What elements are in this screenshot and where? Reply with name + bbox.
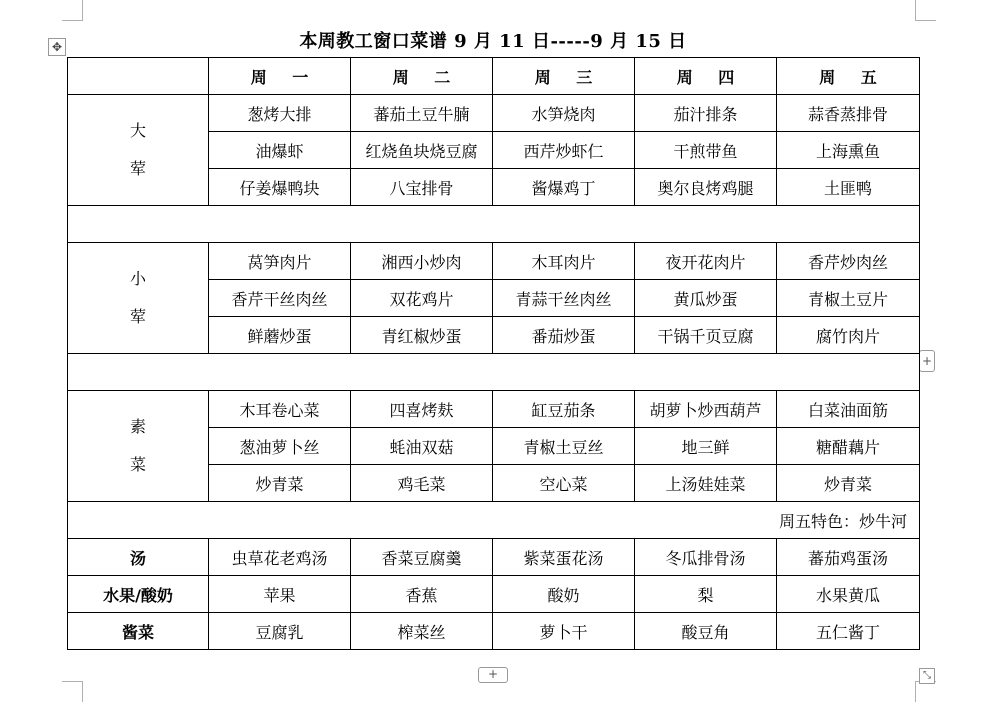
- dish-cell[interactable]: 蚝油双菇: [351, 428, 493, 465]
- dish-cell[interactable]: 酱爆鸡丁: [493, 169, 635, 206]
- dish-cell[interactable]: 奥尔良烤鸡腿: [635, 169, 777, 206]
- dish-cell[interactable]: 木耳卷心菜: [209, 391, 351, 428]
- menu-table: [67, 57, 920, 650]
- crop-mark-top-right: [915, 0, 936, 21]
- day-header[interactable]: 周 二: [351, 58, 493, 95]
- spacer-row: [68, 206, 920, 243]
- dish-cell[interactable]: 空心菜: [493, 465, 635, 502]
- special-row: [68, 502, 920, 539]
- dish-cell[interactable]: 炒青菜: [777, 465, 920, 502]
- dish-cell[interactable]: 土匪鸭: [777, 169, 920, 206]
- dish-cell[interactable]: 番茄炒蛋: [493, 317, 635, 354]
- dish-cell[interactable]: 白菜油面筋: [777, 391, 920, 428]
- dish-cell[interactable]: 豆腐乳: [209, 613, 351, 650]
- table-row: [68, 243, 920, 280]
- spacer-row: [68, 354, 920, 391]
- dish-cell[interactable]: 青椒土豆片: [777, 280, 920, 317]
- table-row: [68, 539, 920, 576]
- dish-cell[interactable]: 香蕉: [351, 576, 493, 613]
- dish-cell[interactable]: 虫草花老鸡汤: [209, 539, 351, 576]
- dish-cell[interactable]: 胡萝卜炒西葫芦: [635, 391, 777, 428]
- dish-cell[interactable]: 湘西小炒肉: [351, 243, 493, 280]
- dish-cell[interactable]: 红烧鱼块烧豆腐: [351, 132, 493, 169]
- table-row: [68, 613, 920, 650]
- category-cell-major-meat[interactable]: 大 荤: [68, 95, 209, 206]
- dish-cell[interactable]: 缸豆茄条: [493, 391, 635, 428]
- crop-mark-top-left: [62, 0, 83, 21]
- table-row: [68, 391, 920, 428]
- table-row: [68, 95, 920, 132]
- dish-cell[interactable]: 鲜蘑炒蛋: [209, 317, 351, 354]
- day-header[interactable]: 周 一: [209, 58, 351, 95]
- dish-cell[interactable]: 梨: [635, 576, 777, 613]
- day-header[interactable]: 周 五: [777, 58, 920, 95]
- dish-cell[interactable]: 香芹干丝肉丝: [209, 280, 351, 317]
- add-row-button[interactable]: +: [478, 667, 508, 683]
- page-title: 本周教工窗口菜谱 9 月 11 日-----9 月 15 日: [299, 31, 687, 52]
- dish-cell[interactable]: 木耳肉片: [493, 243, 635, 280]
- dish-cell[interactable]: 水笋烧肉: [493, 95, 635, 132]
- dish-cell[interactable]: 油爆虾: [209, 132, 351, 169]
- soup-label[interactable]: 汤: [68, 539, 209, 576]
- dish-cell[interactable]: 地三鲜: [635, 428, 777, 465]
- dish-cell[interactable]: 上汤娃娃菜: [635, 465, 777, 502]
- friday-special-note[interactable]: 周五特色：炒牛河: [68, 502, 920, 539]
- crop-mark-bottom-left: [62, 681, 83, 702]
- day-header[interactable]: 周 三: [493, 58, 635, 95]
- dish-cell[interactable]: 榨菜丝: [351, 613, 493, 650]
- dish-cell[interactable]: 香芹炒肉丝: [777, 243, 920, 280]
- blank-cell[interactable]: [68, 206, 920, 243]
- day-header[interactable]: 周 四: [635, 58, 777, 95]
- category-cell-minor-meat[interactable]: 小 荤: [68, 243, 209, 354]
- dish-cell[interactable]: 葱油萝卜丝: [209, 428, 351, 465]
- table-cell[interactable]: [68, 58, 209, 95]
- dish-cell[interactable]: 干煎带鱼: [635, 132, 777, 169]
- dish-cell[interactable]: 水果黄瓜: [777, 576, 920, 613]
- dish-cell[interactable]: 酸豆角: [635, 613, 777, 650]
- dish-cell[interactable]: 蕃茄鸡蛋汤: [777, 539, 920, 576]
- dish-cell[interactable]: 上海熏鱼: [777, 132, 920, 169]
- dish-cell[interactable]: 八宝排骨: [351, 169, 493, 206]
- table-row: [68, 576, 920, 613]
- dish-cell[interactable]: 莴笋肉片: [209, 243, 351, 280]
- fruit-yogurt-label[interactable]: 水果/酸奶: [68, 576, 209, 613]
- dish-cell[interactable]: 四喜烤麸: [351, 391, 493, 428]
- table-resize-handle-icon[interactable]: ⤡: [919, 668, 935, 684]
- dish-cell[interactable]: 夜开花肉片: [635, 243, 777, 280]
- dish-cell[interactable]: 茄汁排条: [635, 95, 777, 132]
- dish-cell[interactable]: 葱烤大排: [209, 95, 351, 132]
- dish-cell[interactable]: 蒜香蒸排骨: [777, 95, 920, 132]
- pickles-label[interactable]: 酱菜: [68, 613, 209, 650]
- dish-cell[interactable]: 酸奶: [493, 576, 635, 613]
- table-move-handle-icon[interactable]: ✥: [48, 38, 66, 56]
- blank-cell[interactable]: [68, 354, 920, 391]
- dish-cell[interactable]: 双花鸡片: [351, 280, 493, 317]
- dish-cell[interactable]: 糖醋藕片: [777, 428, 920, 465]
- dish-cell[interactable]: 苹果: [209, 576, 351, 613]
- dish-cell[interactable]: 青椒土豆丝: [493, 428, 635, 465]
- dish-cell[interactable]: 蕃茄土豆牛腩: [351, 95, 493, 132]
- dish-cell[interactable]: 鸡毛菜: [351, 465, 493, 502]
- dish-cell[interactable]: 腐竹肉片: [777, 317, 920, 354]
- dish-cell[interactable]: 青蒜干丝肉丝: [493, 280, 635, 317]
- add-column-button[interactable]: +: [919, 350, 935, 372]
- header-row: [68, 58, 920, 95]
- category-cell-vegetable[interactable]: 素 菜: [68, 391, 209, 502]
- dish-cell[interactable]: 黄瓜炒蛋: [635, 280, 777, 317]
- dish-cell[interactable]: 干锅千页豆腐: [635, 317, 777, 354]
- dish-cell[interactable]: 五仁酱丁: [777, 613, 920, 650]
- dish-cell[interactable]: 仔姜爆鸭块: [209, 169, 351, 206]
- dish-cell[interactable]: 炒青菜: [209, 465, 351, 502]
- dish-cell[interactable]: 香菜豆腐羹: [351, 539, 493, 576]
- crop-mark-bottom-right: [915, 681, 936, 702]
- dish-cell[interactable]: 紫菜蛋花汤: [493, 539, 635, 576]
- dish-cell[interactable]: 青红椒炒蛋: [351, 317, 493, 354]
- dish-cell[interactable]: 冬瓜排骨汤: [635, 539, 777, 576]
- dish-cell[interactable]: 萝卜干: [493, 613, 635, 650]
- dish-cell[interactable]: 西芹炒虾仁: [493, 132, 635, 169]
